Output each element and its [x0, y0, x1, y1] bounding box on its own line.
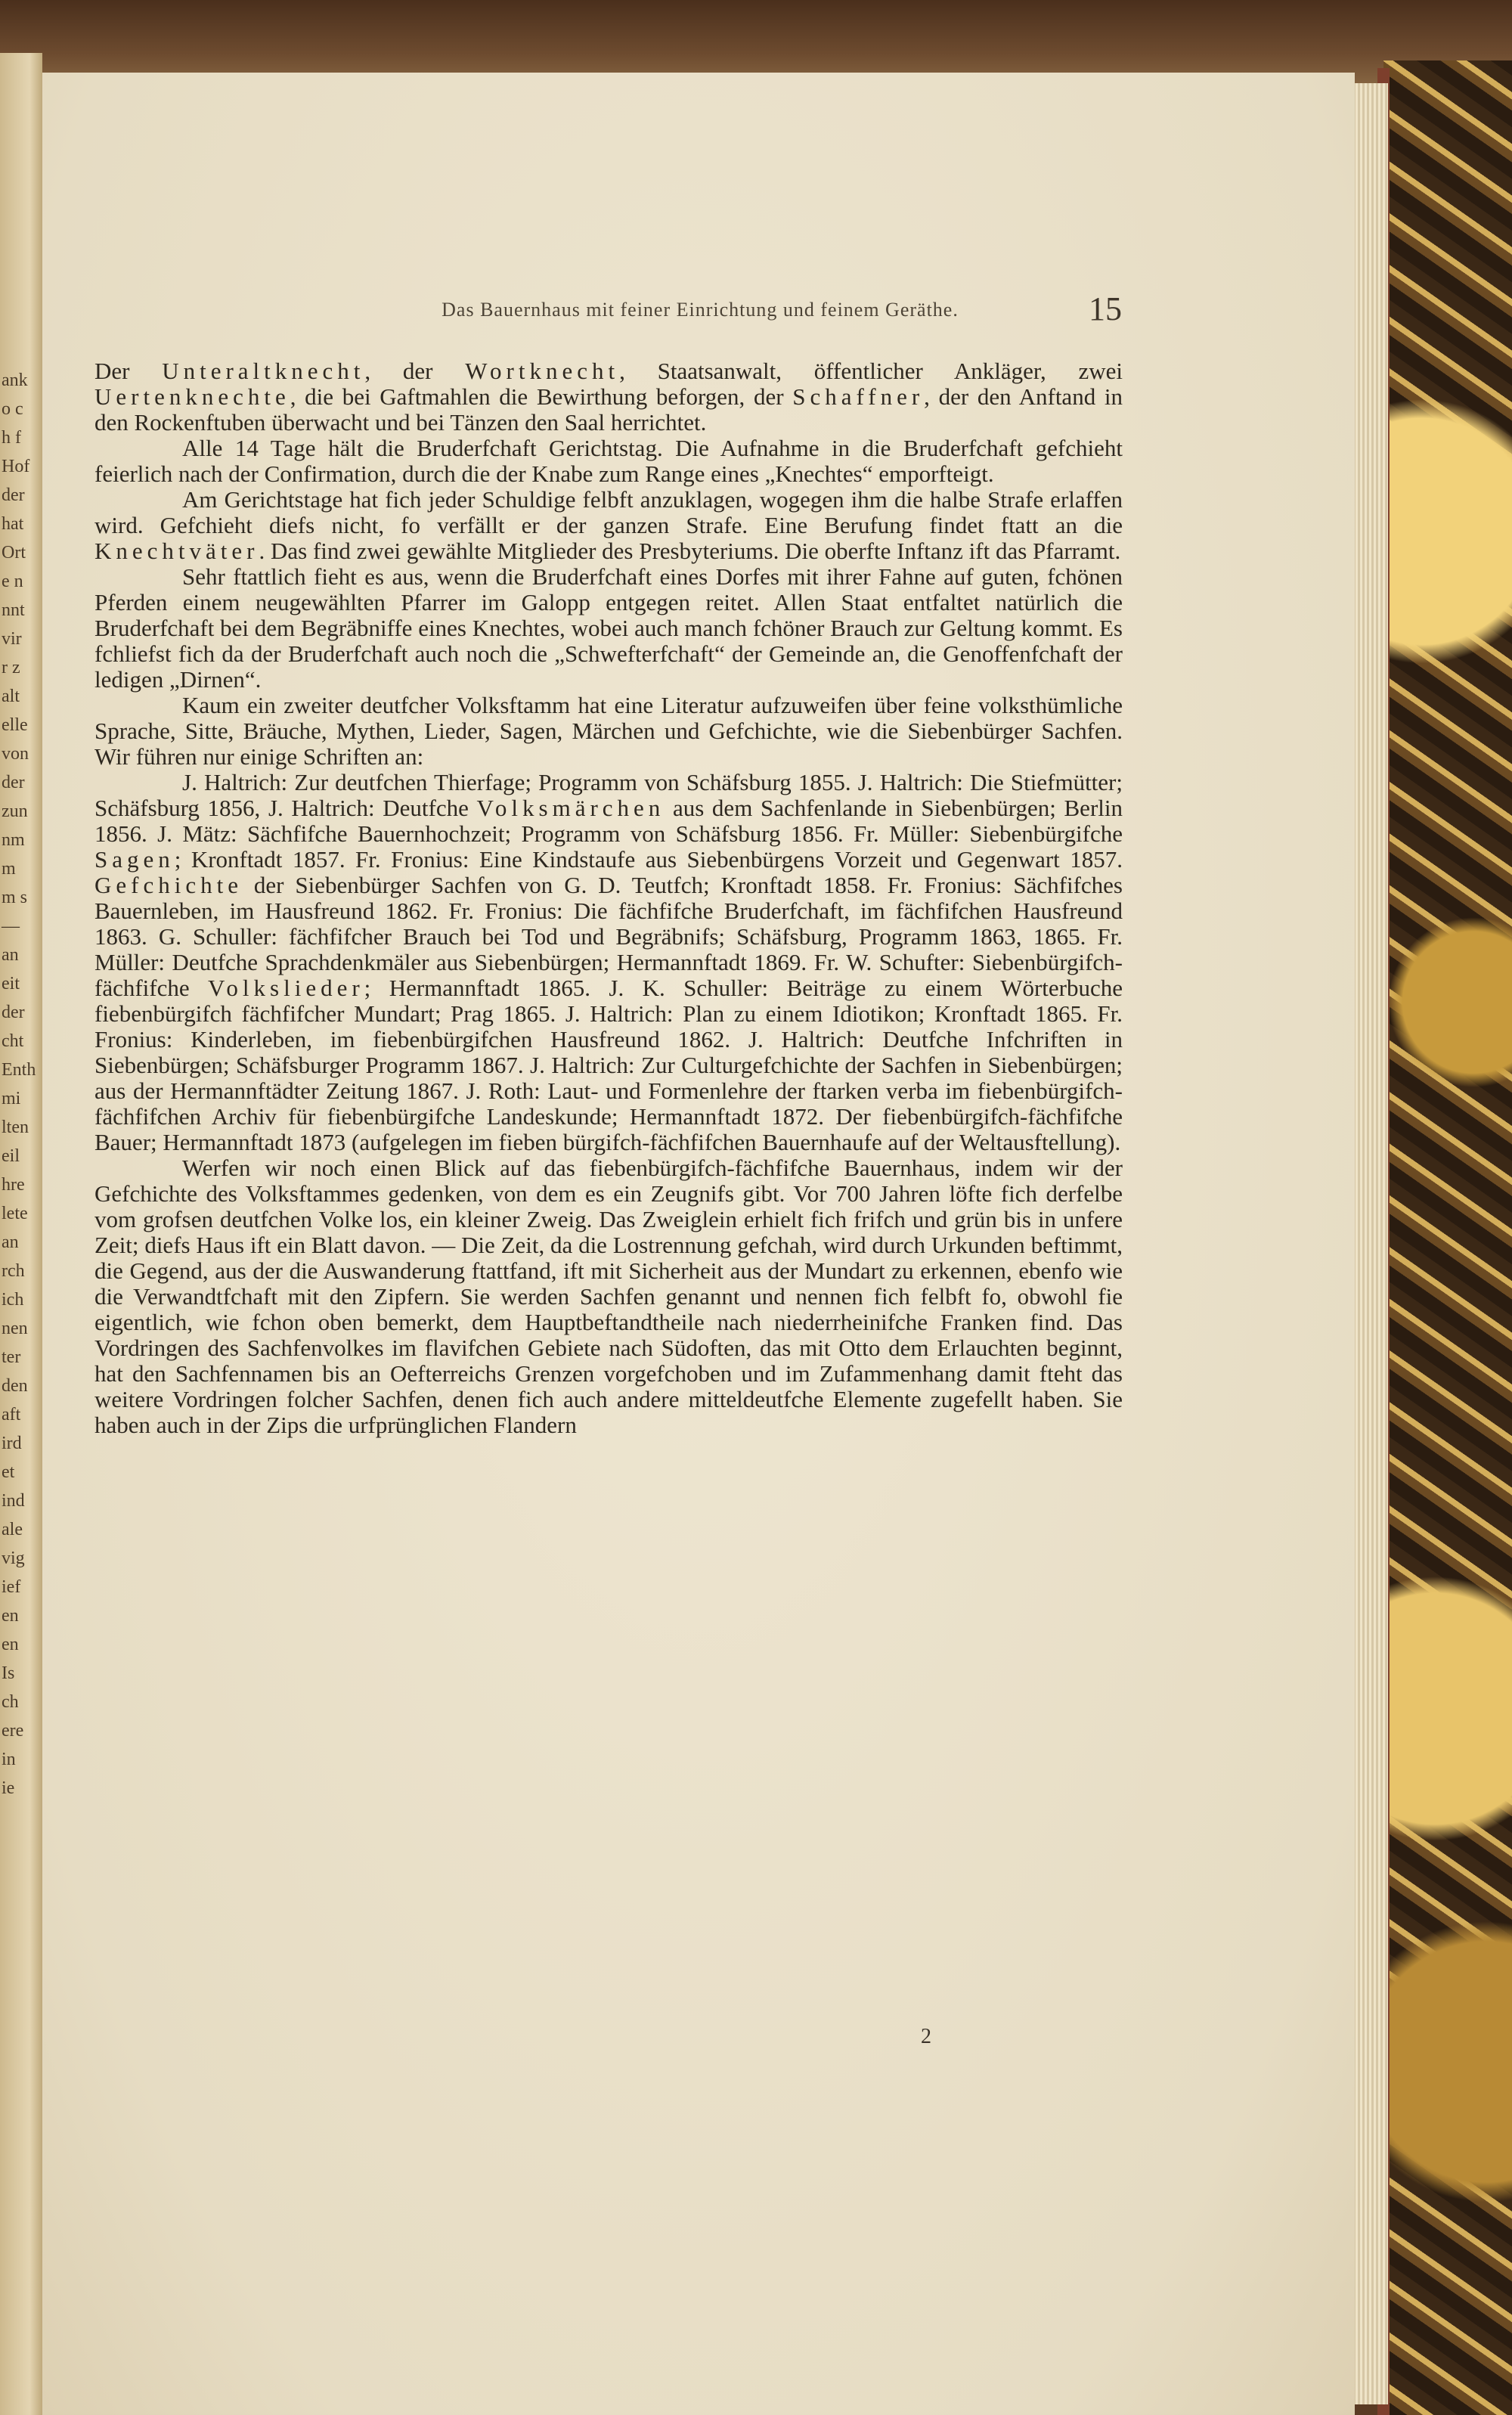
- previous-page-fragment: nm: [2, 830, 25, 850]
- previous-page-fragment: der: [2, 485, 25, 505]
- previous-page-fragment: vir: [2, 629, 22, 649]
- paragraph: [94, 436, 1123, 487]
- text-run: . Das find zwei gewählte Mitglieder des Presbyteriums. Die oberfte Inftanz ift das Pfarramt.: [259, 538, 1121, 564]
- previous-page-fragment: en: [2, 1606, 19, 1626]
- spaced-term: Uertenknechte: [94, 383, 290, 410]
- previous-page-fragment: m: [2, 859, 16, 879]
- previous-page-fragment: ch: [2, 1692, 19, 1712]
- paragraph: [94, 564, 1123, 693]
- spaced-term: Sagen: [94, 846, 175, 873]
- previous-page-fragment: Ort: [2, 543, 26, 563]
- spaced-term: Wortknecht: [465, 358, 620, 384]
- previous-page-fragment: lete: [2, 1204, 28, 1223]
- text-run: der Siebenbürger Sachfen von G. D. Teutfch; Kronftadt 1858. Fr. Fronius: Sächfifches Bauernleben, im Hausfreund 1862. Fr. Fronius: Die fächfifche Bruderfchaft, im fächfifchen Hausfreund 1863. G. Schuller: fächfifcher Brauch bei Tod und Begräbnifs; Schäfsburg, Programm 1863, 1865. Fr. Müller: Deutfche Sprachdenkmäler aus Siebenbürgen; Hermannftadt 1869. Fr. W. Schufter: Siebenbürgifch-fächfifche: [94, 872, 1123, 1001]
- text-run: Werfen wir noch einen Blick auf das fiebenbürgifch-fächfifche Bauernhaus, indem wir der Gefchichte des Volksftammes gedenken, von dem es ein Zeugnifs gibt. Vor 700 Jahren löfte fich derfelbe vom grofsen deutfchen Volke los, ein kleiner Zweig. Das Zweiglein erhielt fich frifch und grün bis in unfere Zeit; diefs Haus ift ein Blatt davon. — Die Zeit, da die Lostrennung gefchah, wird durch Urkunden beftimmt, die Gegend, aus der die Auswanderung ftattfand, ift mit Sicherheit aus der Mundart zu erkennen, ebenfo wie die Verwandtfchaft mit den Zipfern. Sie werden Sachfen genannt und nennen fich felbft fo, obwohl fie eigentlich, wie fchon oben bemerkt, dem Hauptbeftandtheile nach niederrheinifche Franken find. Das Vordringen des Sachfenvolkes im flavifchen Gebiete nach Südoften, das mit Otto dem Erlauchten beginnt, hat den Sachfennamen bis an Oefterreichs Grenzen vorgefchoben und im Zufammenhang damit fteht das weitere Vordringen folcher Sachfen, denen fich auch andere mitteldeutfche Elemente zugefellt haben. Sie haben auch in der Zips die urfprünglichen Flandern: [94, 1155, 1123, 1438]
- text-run: Kaum ein zweiter deutfcher Volksftamm hat eine Literatur aufzuweifen über feine volksthümliche Sprache, Sitte, Bräuche, Mythen, Lieder, Sagen, Märchen und Gefchichte, wie die Siebenbürger Sachfen. Wir führen nur einige Schriften an:: [94, 692, 1123, 770]
- previous-page-fragment: zun: [2, 801, 28, 821]
- page-number: 15: [1089, 290, 1122, 327]
- previous-page-fragment: ie: [2, 1778, 15, 1798]
- text-run: Der: [94, 358, 163, 384]
- text-run: ; Hermannftadt 1865. J. K. Schuller: Beiträge zu einem Wörterbuche fiebenbürgifch fächfifcher Mundart; Prag 1865. J. Haltrich: Plan zu einem Idiotikon; Kronftadt 1865. Fr. Fronius: Kinderleben, im fiebenbürgifchen Hausfreund 1862. J. Haltrich: Deutfche Infchriften in Siebenbürgen; Schäfsburger Programm 1867. J. Haltrich: Zur Culturgefchichte der Sachfen in Siebenbürgen; aus der Hermannftädter Zeitung 1867. J. Roth: Laut- und Formenlehre der ftarken verba im fiebenbürgifch-fächfifchen Archiv für fiebenbürgifche Landeskunde; Hermannftadt 1872. Der fiebenbürgifch-fächfifche Bauer; Hermannftadt 1873 (aufgelegen im fieben bürgifch-fächfifchen Bauernhaufe auf der Weltausftellung).: [94, 975, 1123, 1155]
- previous-page-fragment: nnt: [2, 600, 25, 620]
- spaced-term: Gefchichte: [94, 872, 243, 898]
- previous-page-fragment: alt: [2, 687, 20, 706]
- previous-page-fragment: nen: [2, 1319, 28, 1338]
- previous-page-fragment: der: [2, 1003, 25, 1022]
- paragraph: [94, 358, 1123, 436]
- previous-page-fragment: elle: [2, 715, 28, 735]
- previous-page-fragment: aft: [2, 1405, 21, 1425]
- paragraph: [94, 693, 1123, 770]
- previous-page-fragment: in: [2, 1750, 16, 1769]
- text-run: J. Haltrich: Zur deutfchen Thierfage; Programm von Schäfsburg 1855. J. Haltrich: Die Stiefmütter; Schäfsburg 1856, J. Haltrich: Deutfche: [94, 769, 1123, 821]
- previous-page-fragment: cht: [2, 1031, 24, 1051]
- previous-page-fragment: von: [2, 744, 29, 764]
- previous-page-fragment: hre: [2, 1175, 25, 1195]
- previous-page-fragment: ter: [2, 1347, 21, 1367]
- text-run: ; Kronftadt 1857. Fr. Fronius: Eine Kindstaufe aus Siebenbürgens Vorzeit und Gegenwart 1857.: [174, 846, 1123, 873]
- previous-page-fragment: Hof: [2, 457, 30, 476]
- previous-page-fragment: rch: [2, 1261, 25, 1281]
- text-run: , Staatsanwalt, öffentlicher Ankläger, zwei: [619, 358, 1123, 384]
- previous-page-fragment: ind: [2, 1491, 25, 1511]
- text-run: , der: [364, 358, 466, 384]
- previous-page-fragment: eit: [2, 974, 20, 994]
- previous-page-fragment: vig: [2, 1549, 25, 1568]
- spaced-term: Volksmärchen: [476, 795, 665, 821]
- marbled-cover-board: [1383, 60, 1512, 2415]
- previous-page-fragment: lten: [2, 1118, 29, 1137]
- previous-page-fragment: ich: [2, 1290, 24, 1310]
- previous-page-fragment: en: [2, 1635, 19, 1654]
- spaced-term: Unteraltknecht: [162, 358, 365, 384]
- text-run: Am Gerichtstage hat fich jeder Schuldige felbft anzuklagen, wogegen ihm die halbe Strafe erlaffen wird. Gefchieht diefs nicht, fo verfällt er der ganzen Strafe. Eine Berufung findet ftatt an die: [94, 486, 1123, 538]
- text-run: , der den Anftand in den Rockenftuben überwacht und bei Tänzen den Saal herrichtet.: [94, 383, 1123, 436]
- page-stack-edge: [1352, 83, 1388, 2404]
- body-text: [94, 358, 1123, 1438]
- previous-page-fragment: an: [2, 945, 19, 965]
- signature-mark: 2: [921, 2025, 931, 2048]
- text-run: , die bei Gaftmahlen die Bewirthung beforgen, der: [290, 383, 793, 410]
- previous-page-fragment: —: [2, 916, 20, 936]
- previous-page-fragment: eil: [2, 1146, 20, 1166]
- previous-page-fragment: Is: [2, 1663, 15, 1683]
- previous-page-fragment: ief: [2, 1577, 21, 1597]
- text-run: aus dem Sachfenlande in Siebenbürgen; Berlin 1856. J. Mätz: Sächfifche Bauernhochzeit; Programm von Schäfsburg 1856. Fr. Müller: Siebenbürgifche: [94, 795, 1123, 847]
- previous-page-fragment: e n: [2, 572, 23, 591]
- text-run: Sehr ftattlich fieht es aus, wenn die Bruderfchaft eines Dorfes mit ihrer Fahne auf guten, fchönen Pferden einem neugewählten Pfarrer im Galopp entgegen reitet. Allen Staat entfaltet natürlich die Bruderfchaft bei dem Begräbniffe eines Knechtes, wobei auch manch fchöner Brauch zur Geltung kommt. Es fchliefst fich da der Bruderfchaft auch noch die „Schwefterfchaft“ der Gemeinde an, die Genoffenfchaft der ledigen „Dirnen“.: [94, 563, 1123, 693]
- previous-page-fragment: r z: [2, 658, 20, 677]
- spaced-term: Volkslieder: [208, 975, 364, 1001]
- previous-page-fragment: ere: [2, 1721, 24, 1741]
- paragraph: [94, 770, 1123, 1155]
- previous-page-fragment: der: [2, 773, 25, 792]
- running-head: Das Bauernhaus mit feiner Einrichtung und feinem Geräthe.: [442, 299, 959, 321]
- previous-page-fragment: ale: [2, 1520, 23, 1539]
- previous-page-strip: [0, 53, 42, 2415]
- previous-page-fragment: hat: [2, 514, 24, 534]
- paragraph: [94, 487, 1123, 564]
- previous-page-fragment: den: [2, 1376, 28, 1396]
- previous-page-fragment: h f: [2, 428, 21, 448]
- previous-page-fragment: Enth: [2, 1060, 36, 1080]
- previous-page-fragment: o c: [2, 399, 23, 419]
- previous-page-fragment: m s: [2, 888, 28, 907]
- previous-page-fragment: an: [2, 1232, 19, 1252]
- spaced-term: Schaffner: [792, 383, 925, 410]
- spaced-term: Knechtväter: [94, 538, 259, 564]
- previous-page-fragment: ird: [2, 1434, 22, 1453]
- text-run: Alle 14 Tage hält die Bruderfchaft Gerichtstag. Die Aufnahme in die Bruderfchaft gefchieht feierlich nach der Confirmation, durch die der Knabe zum Range eines „Knechtes“ emporfteigt.: [94, 435, 1123, 487]
- previous-page-fragment: mi: [2, 1089, 21, 1108]
- previous-page-fragment: ank: [2, 370, 28, 390]
- previous-page-fragment: et: [2, 1462, 15, 1482]
- paragraph: [94, 1155, 1123, 1438]
